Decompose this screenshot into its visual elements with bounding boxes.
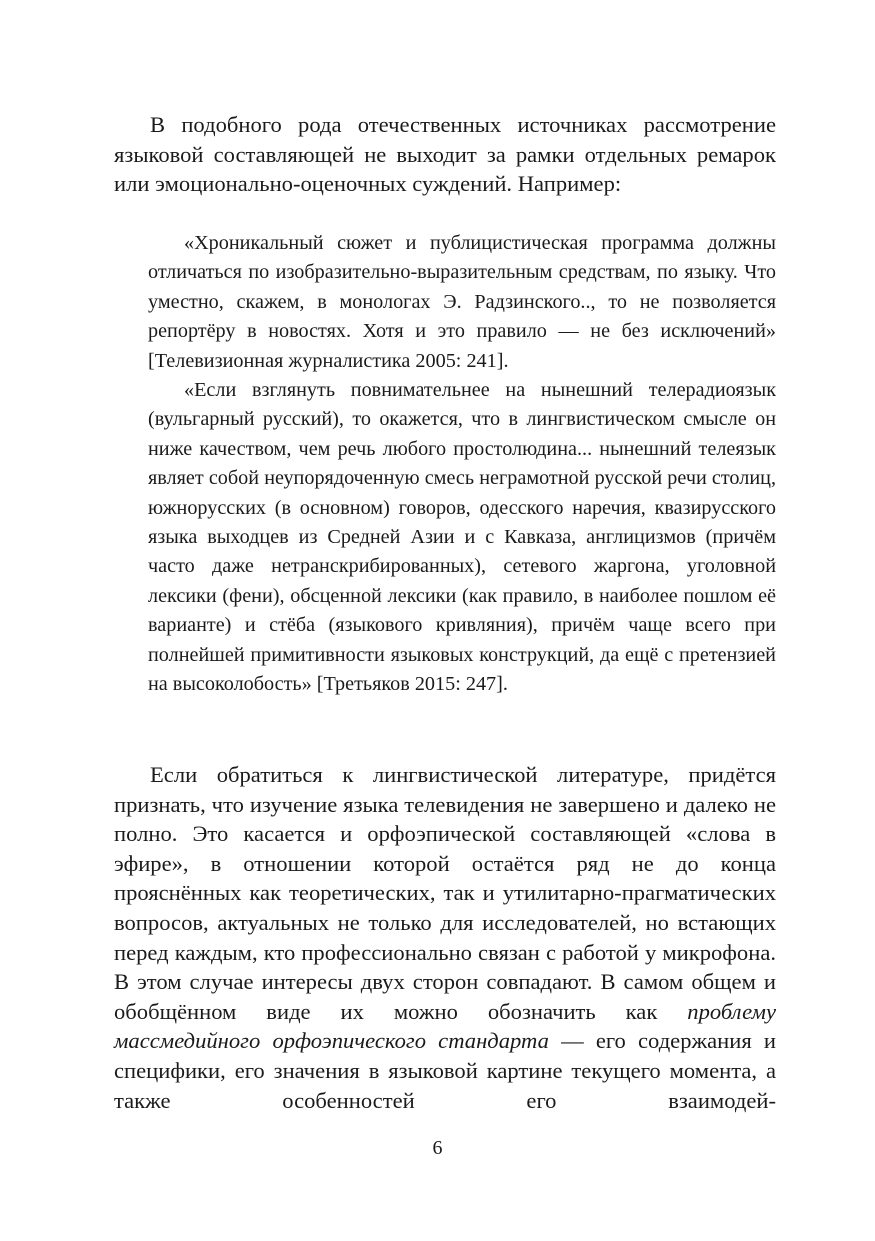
main-paragraph-italic-term: проблему массмедийного орфоэпического стандарта	[114, 998, 776, 1054]
main-paragraph	[114, 760, 776, 1115]
quote-paragraph-2: «Если взглянуть повнимательнее на нынешний телерадиоязык (вульгарный русский), то окажется, что в лингвистическом смысле он ниже качеством, чем речь любого простолюдина... нынешний телеязык являет собой неупорядоченную смесь неграмотной русской речи столиц, южнорусских (в основном) говоров, одесского наречия, квазирусского языка выходцев из Средней Азии и с Кавказа, англицизмов (причём часто даже нетранскрибированных), сетевого жаргона, уголовной лексики (фени), обсценной лексики (как правило, в наиболее пошлом её варианте) и стёба (языкового кривляния), причём чаще всего при полнейшей примитивности языковых конструкций, да ещё с претензией на высоколобость» [Третьяков 2015: 247].	[148, 379, 776, 696]
main-paragraph-text-end: — его содержания и специфики, его значения в языковой картине текущего момента, а также особенностей его взаимодей-	[114, 1028, 776, 1113]
page-number: 6	[432, 1137, 443, 1159]
quote-paragraph-1: «Хроникальный сюжет и публицистическая программа должны отличаться по изобразительно-выразительным средствам, по языку. Что уместно, скажем, в монологах Э. Радзинского.., то не позволяется репортёру в новостях. Хотя и это правило — не без исключений» [Телевизионная журналистика 2005: 241].	[148, 232, 776, 372]
intro-paragraph: В подобного рода отечественных источниках рассмотрение языковой составляющей не выходит за рамки отдельных ремарок или эмоционально-оценочных суждений. Например:	[114, 112, 776, 197]
quote-block	[148, 229, 776, 700]
main-paragraph-text-start: Если обратиться к лингвистической литературе, придётся признать, что изучение языка телевидения не завершено и далеко не полно. Это касается и орфоэпической составляющей «слова в эфире», в отношении которой остаётся ряд не до конца прояснённых как теоретических, так и утилитарно-прагматических вопросов, актуальных не только для исследователей, но встающих перед каждым, кто профессионально связан с работой у микрофона. В этом случае интересы двух сторон совпадают. В самом общем и обобщённом виде их можно обозначить как	[114, 762, 776, 1024]
